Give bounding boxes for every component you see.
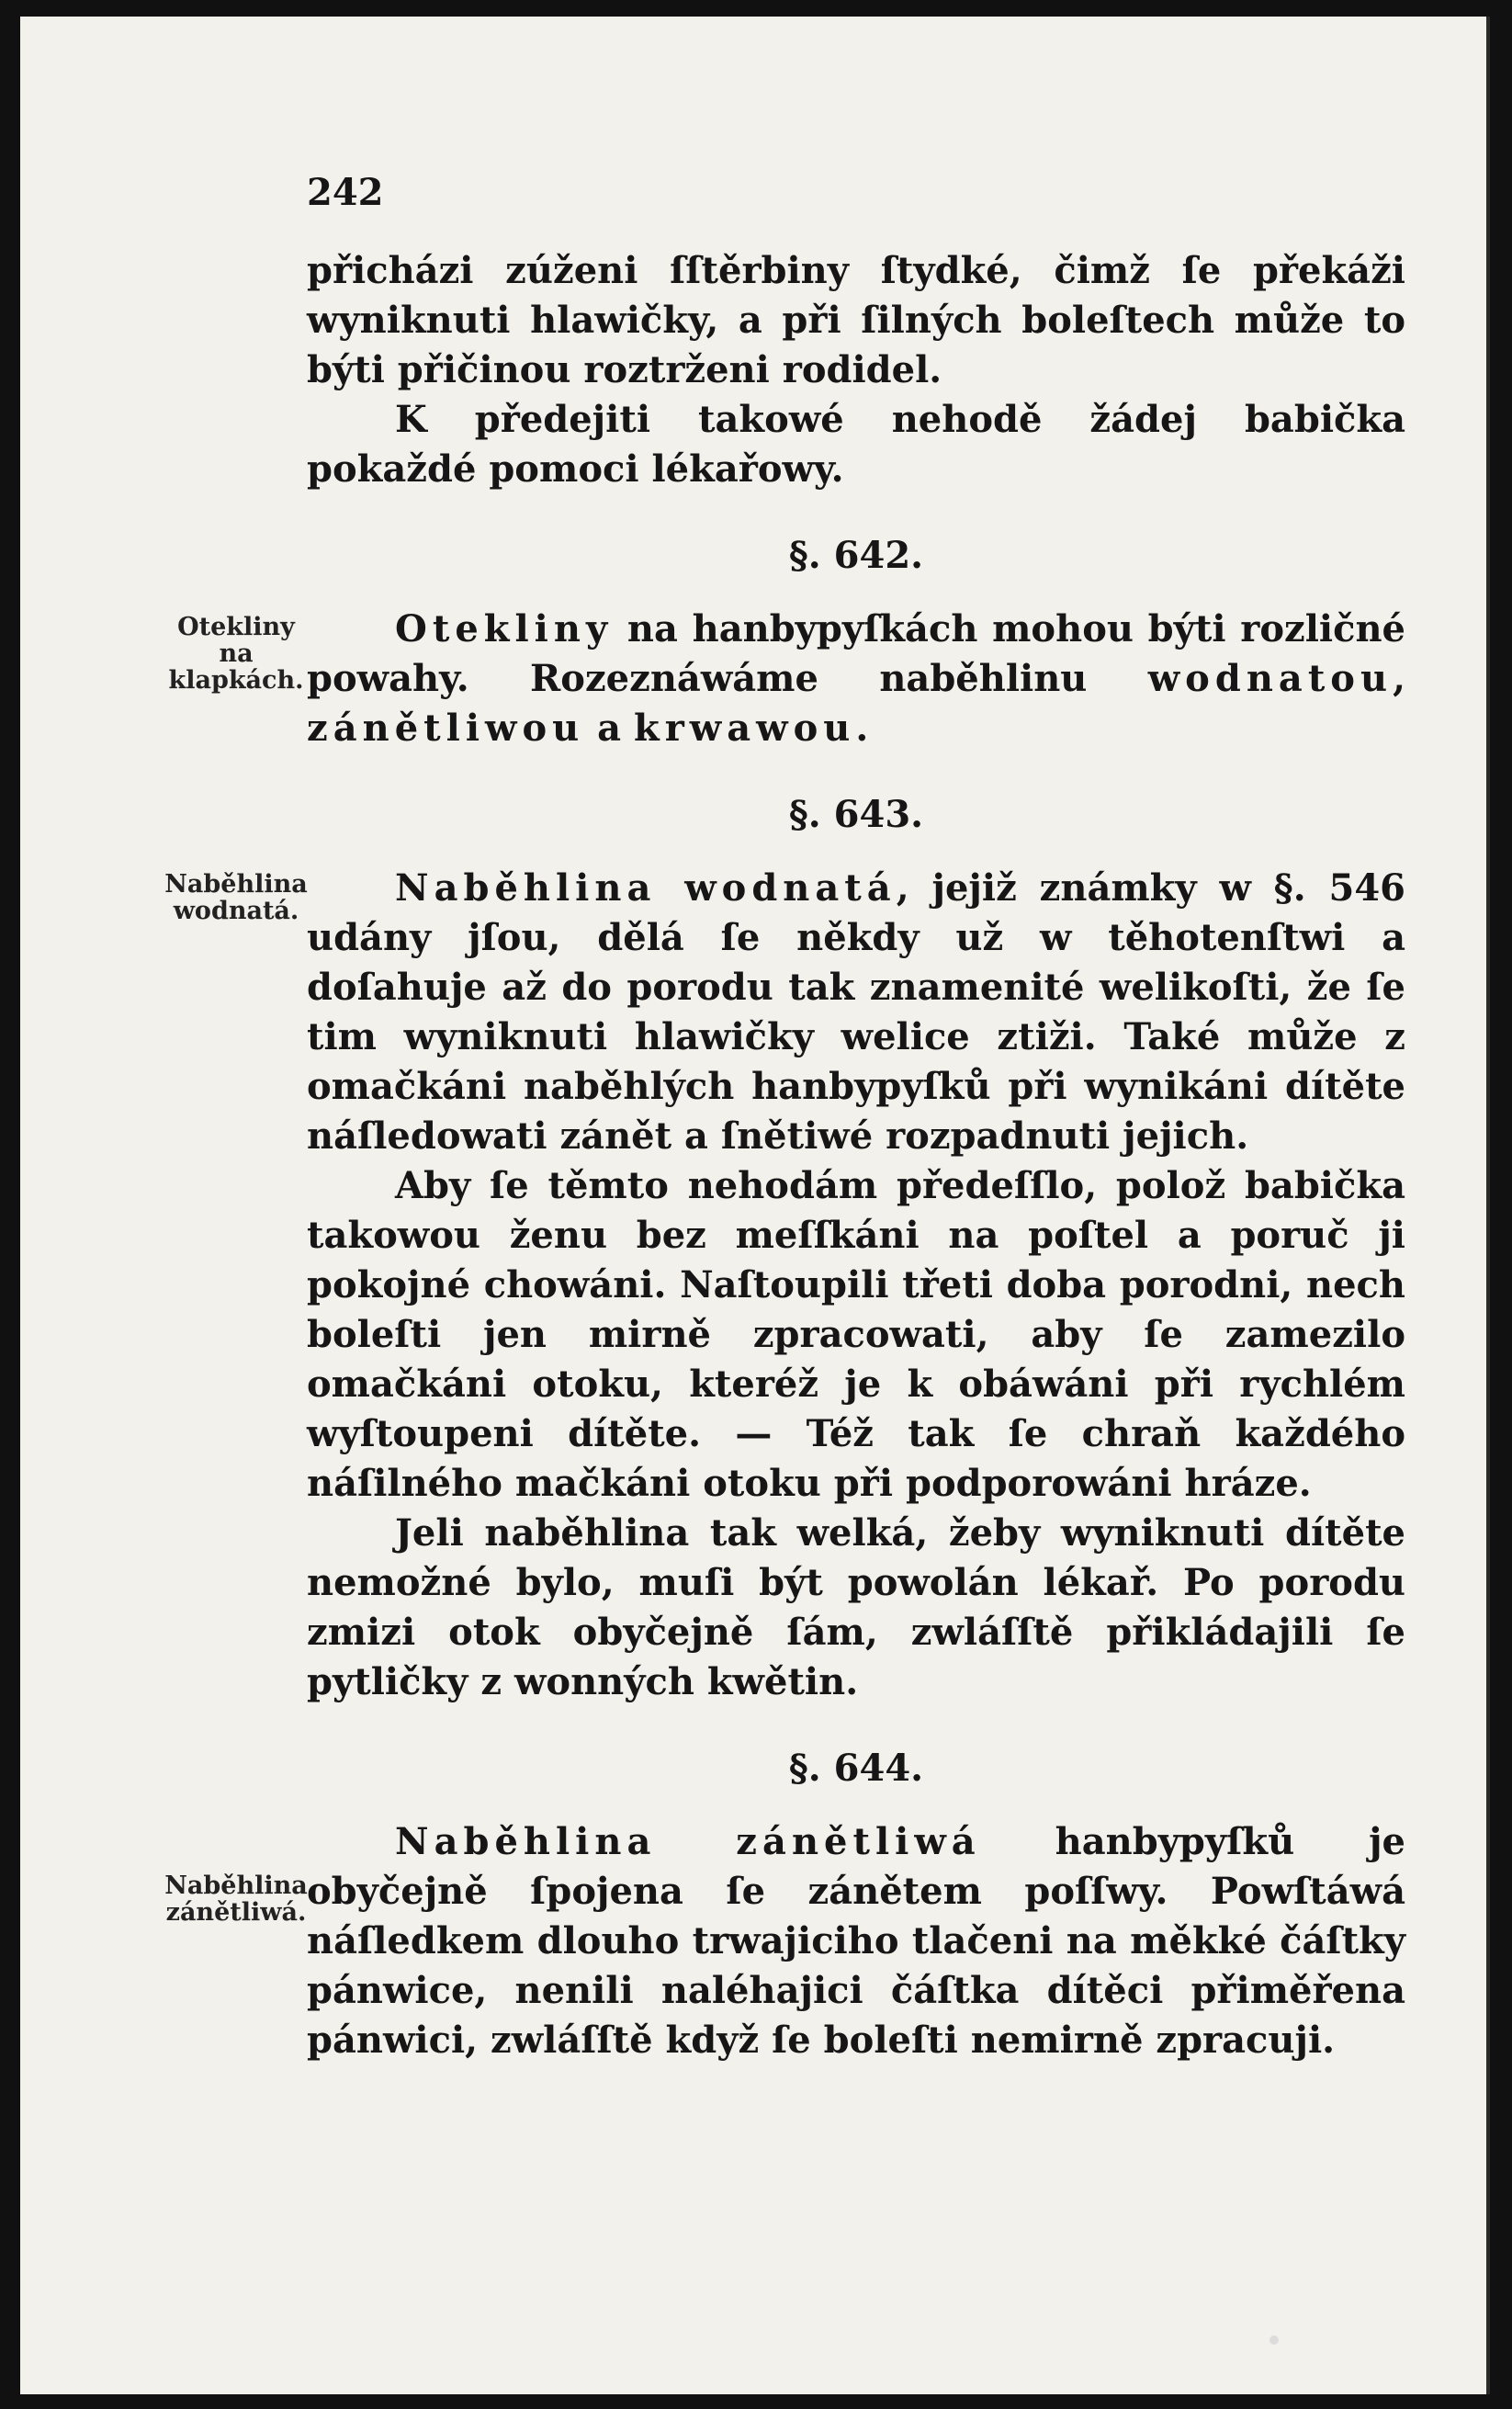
paragraph-6: Jeli naběhlina tak welká, žeby wyniknuti dítěte nemožné bylo, muſi být powolán lékař. Po porodu zmizi otok obyčejně ſám, zwláſſtě přikládajili ſe pytličky z wonných kwětin.	[307, 1511, 1405, 1703]
section-642-label: §. 642.	[788, 534, 924, 577]
paragraph-7: Naběhlina zánětliwá hanbypyſků je obyčejně ſpojena ſe zánětem poſſwy. Powſtáwá náſledkem dlouho trwajiciho tlačeni na měkké čáſtky pánwice, nenili naléhajici čáſtka dítěci přiměřena pánwici, zwláſſtě když ſe boleſti nemirně zpracuji.	[307, 1820, 1406, 2062]
term-zanetliwou: zánětliwou	[307, 707, 585, 750]
paragraph-4: Naběhlina wodnatá, jejiž známky w §. 546 udány jſou, dělá ſe někdy už w těhotenſtwi a doſahuje až do porodu tak znamenité welikoſti, že ſe tim wyniknuti hlawičky welice ztiži. Také může z omačkáni naběhlých hanbypyſků při wynikáni dítěte náſledowati zánět a ſnětiwé rozpadnuti jejich.	[307, 866, 1405, 1158]
term-otekliny: Otekliny	[395, 607, 614, 650]
term-krwawou: krwawou	[634, 707, 856, 750]
page-speck	[1269, 2335, 1279, 2345]
term-nabehlina-zanetliwa: Naběhlina zánětliwá	[395, 1820, 981, 1863]
paragraph-2: K předejiti takowé nehodě žádej babička pokaždé pomoci lékařowy.	[307, 398, 1405, 491]
margin-note-nabehlina-wodnata: Naběhlina wodnatá.	[164, 870, 308, 925]
paragraph-3: Otekliny na hanbypyſkách mohou býti rozličné powahy. Rozeznáwáme naběhlinu wodnatou, zánětliwou a krwawou.	[307, 607, 1405, 750]
page-number: 242	[307, 171, 384, 214]
paragraph-1: přicházi zúženi ſſtěrbiny ſtydké, čimž ſe překáži wyniknuti hlawičky, a při ſilných boleſtech může to býti přičinou roztrženi rodidel.	[307, 249, 1405, 391]
section-643-label: §. 643.	[788, 793, 924, 836]
margin-note-otekliny: Otekliny na klapkách.	[168, 613, 304, 695]
section-644-label: §. 644.	[788, 1747, 924, 1790]
paragraph-5: Aby ſe těmto nehodám předeſſlo, polož babička takowou ženu bez meſſkáni na poſtel a poruč ji pokojné chowáni. Naſtoupili třeti doba porodni, nech boleſti jen mirně zpracowati, aby ſe zamezilo omačkáni otoku, kteréž je k obáwáni při rychlém wyſtoupeni dítěte. — Též tak ſe chraň každého náſilného mačkáni otoku při podporowáni hráze.	[307, 1164, 1405, 1505]
term-nabehlina-wodnata: Naběhlina wodnatá	[395, 866, 897, 910]
margin-note-nabehlina-zanetliwa: Naběhlina zánětliwá.	[164, 1872, 308, 1927]
book-page	[20, 17, 1490, 2394]
term-wodnatou: wodnatou	[1147, 657, 1394, 700]
body-text	[307, 246, 1405, 2065]
